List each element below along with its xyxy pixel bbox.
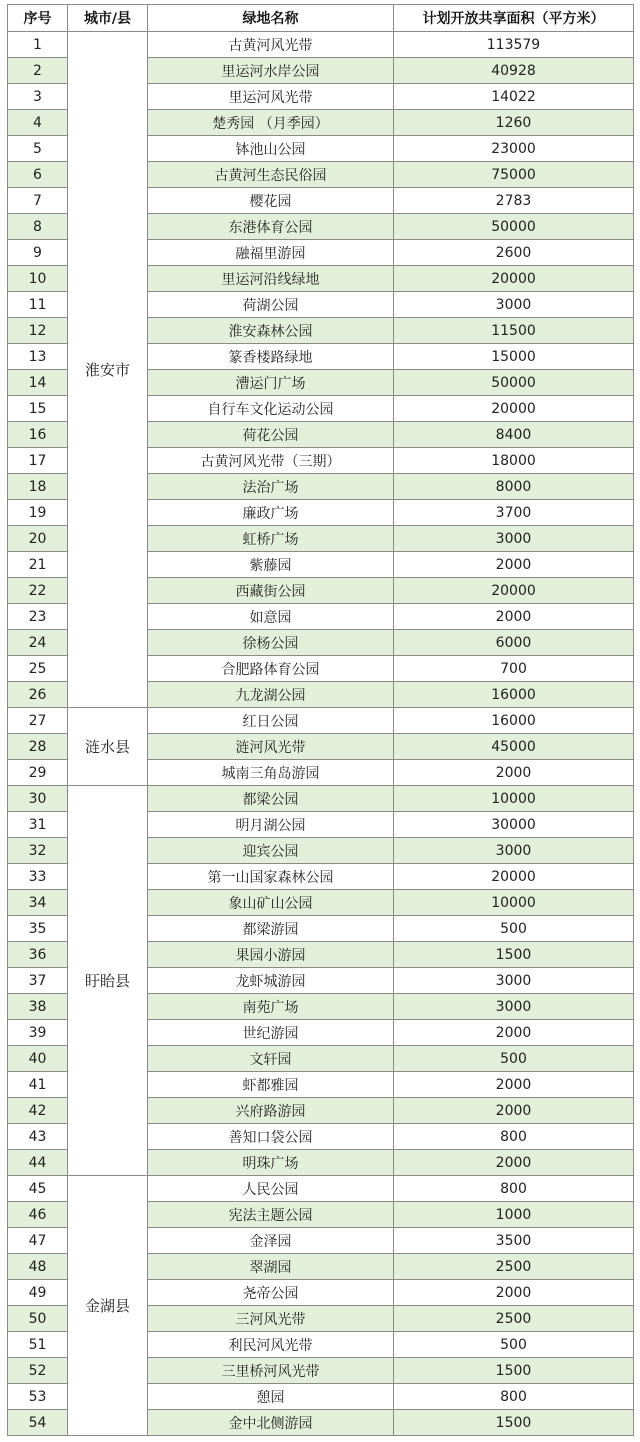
serial-number-cell: 36 — [8, 942, 68, 968]
serial-number-cell: 48 — [8, 1254, 68, 1280]
green-space-name-cell: 篆香楼路绿地 — [148, 344, 394, 370]
serial-number-cell: 7 — [8, 188, 68, 214]
serial-number-cell: 6 — [8, 162, 68, 188]
planned-open-area-cell: 2000 — [394, 1098, 634, 1124]
serial-number-cell: 43 — [8, 1124, 68, 1150]
serial-number-cell: 33 — [8, 864, 68, 890]
planned-open-area-cell: 20000 — [394, 266, 634, 292]
serial-number-cell: 3 — [8, 84, 68, 110]
serial-number-cell: 30 — [8, 786, 68, 812]
serial-number-cell: 50 — [8, 1306, 68, 1332]
serial-number-cell: 44 — [8, 1150, 68, 1176]
green-space-name-cell: 里运河水岸公园 — [148, 58, 394, 84]
planned-open-area-cell: 18000 — [394, 448, 634, 474]
serial-number-cell: 54 — [8, 1410, 68, 1436]
planned-open-area-cell: 500 — [394, 1332, 634, 1358]
green-space-name-cell: 东港体育公园 — [148, 214, 394, 240]
planned-open-area-cell: 500 — [394, 1046, 634, 1072]
green-space-name-cell: 漕运门广场 — [148, 370, 394, 396]
planned-open-area-cell: 20000 — [394, 396, 634, 422]
green-space-name-cell: 钵池山公园 — [148, 136, 394, 162]
green-space-name-cell: 尧帝公园 — [148, 1280, 394, 1306]
planned-open-area-cell: 800 — [394, 1176, 634, 1202]
header-serial-number: 序号 — [8, 5, 68, 32]
planned-open-area-cell: 1500 — [394, 1410, 634, 1436]
green-space-name-cell: 荷花公园 — [148, 422, 394, 448]
planned-open-area-cell: 2000 — [394, 760, 634, 786]
serial-number-cell: 40 — [8, 1046, 68, 1072]
serial-number-cell: 39 — [8, 1020, 68, 1046]
planned-open-area-cell: 16000 — [394, 682, 634, 708]
planned-open-area-cell: 2000 — [394, 604, 634, 630]
table-header — [8, 5, 634, 32]
green-space-name-cell: 廉政广场 — [148, 500, 394, 526]
serial-number-cell: 25 — [8, 656, 68, 682]
planned-open-area-cell: 1500 — [394, 1358, 634, 1384]
green-space-name-cell: 徐杨公园 — [148, 630, 394, 656]
serial-number-cell: 10 — [8, 266, 68, 292]
table-row — [8, 786, 634, 812]
serial-number-cell: 5 — [8, 136, 68, 162]
green-space-name-cell: 淮安森林公园 — [148, 318, 394, 344]
table-body — [8, 32, 634, 1436]
green-space-name-cell: 樱花园 — [148, 188, 394, 214]
serial-number-cell: 41 — [8, 1072, 68, 1098]
planned-open-area-cell: 30000 — [394, 812, 634, 838]
city-county-cell: 金湖县 — [68, 1176, 148, 1436]
green-space-name-cell: 迎宾公园 — [148, 838, 394, 864]
city-county-cell: 盱眙县 — [68, 786, 148, 1176]
green-space-name-cell: 古黄河生态民俗园 — [148, 162, 394, 188]
green-space-name-cell: 里运河沿线绿地 — [148, 266, 394, 292]
planned-open-area-cell: 3000 — [394, 994, 634, 1020]
serial-number-cell: 34 — [8, 890, 68, 916]
serial-number-cell: 22 — [8, 578, 68, 604]
table-row — [8, 1176, 634, 1202]
green-space-name-cell: 三里桥河风光带 — [148, 1358, 394, 1384]
green-space-name-cell: 都梁公园 — [148, 786, 394, 812]
serial-number-cell: 8 — [8, 214, 68, 240]
city-county-cell: 涟水县 — [68, 708, 148, 786]
green-space-name-cell: 都梁游园 — [148, 916, 394, 942]
green-space-name-cell: 如意园 — [148, 604, 394, 630]
planned-open-area-cell: 8400 — [394, 422, 634, 448]
serial-number-cell: 1 — [8, 32, 68, 58]
green-space-name-cell: 古黄河风光带（三期） — [148, 448, 394, 474]
planned-open-area-cell: 2000 — [394, 552, 634, 578]
serial-number-cell: 47 — [8, 1228, 68, 1254]
serial-number-cell: 45 — [8, 1176, 68, 1202]
serial-number-cell: 14 — [8, 370, 68, 396]
planned-open-area-cell: 20000 — [394, 864, 634, 890]
planned-open-area-cell: 50000 — [394, 370, 634, 396]
green-space-name-cell: 融福里游园 — [148, 240, 394, 266]
green-space-name-cell: 明月湖公园 — [148, 812, 394, 838]
green-space-name-cell: 荷湖公园 — [148, 292, 394, 318]
serial-number-cell: 49 — [8, 1280, 68, 1306]
header-green-space-name: 绿地名称 — [148, 5, 394, 32]
serial-number-cell: 15 — [8, 396, 68, 422]
serial-number-cell: 12 — [8, 318, 68, 344]
green-space-name-cell: 龙虾城游园 — [148, 968, 394, 994]
green-space-name-cell: 涟河风光带 — [148, 734, 394, 760]
planned-open-area-cell: 3000 — [394, 838, 634, 864]
green-space-name-cell: 虾都雅园 — [148, 1072, 394, 1098]
green-space-name-cell: 善知口袋公园 — [148, 1124, 394, 1150]
serial-number-cell: 38 — [8, 994, 68, 1020]
serial-number-cell: 32 — [8, 838, 68, 864]
planned-open-area-cell: 2000 — [394, 1072, 634, 1098]
serial-number-cell: 52 — [8, 1358, 68, 1384]
green-space-name-cell: 三河风光带 — [148, 1306, 394, 1332]
serial-number-cell: 16 — [8, 422, 68, 448]
serial-number-cell: 17 — [8, 448, 68, 474]
planned-open-area-cell: 16000 — [394, 708, 634, 734]
planned-open-area-cell: 1500 — [394, 942, 634, 968]
serial-number-cell: 11 — [8, 292, 68, 318]
green-space-name-cell: 城南三角岛游园 — [148, 760, 394, 786]
serial-number-cell: 13 — [8, 344, 68, 370]
planned-open-area-cell: 15000 — [394, 344, 634, 370]
planned-open-area-cell: 2000 — [394, 1150, 634, 1176]
green-space-name-cell: 金泽园 — [148, 1228, 394, 1254]
green-space-name-cell: 合肥路体育公园 — [148, 656, 394, 682]
planned-open-area-cell: 10000 — [394, 786, 634, 812]
city-county-cell: 淮安市 — [68, 32, 148, 708]
serial-number-cell: 28 — [8, 734, 68, 760]
green-space-name-cell: 象山矿山公园 — [148, 890, 394, 916]
planned-open-area-cell: 14022 — [394, 84, 634, 110]
serial-number-cell: 26 — [8, 682, 68, 708]
planned-open-area-cell: 23000 — [394, 136, 634, 162]
planned-open-area-cell: 6000 — [394, 630, 634, 656]
planned-open-area-cell: 50000 — [394, 214, 634, 240]
planned-open-area-cell: 700 — [394, 656, 634, 682]
planned-open-area-cell: 2500 — [394, 1306, 634, 1332]
planned-open-area-cell: 113579 — [394, 32, 634, 58]
green-space-name-cell: 人民公园 — [148, 1176, 394, 1202]
planned-open-area-cell: 800 — [394, 1384, 634, 1410]
serial-number-cell: 35 — [8, 916, 68, 942]
serial-number-cell: 27 — [8, 708, 68, 734]
green-space-name-cell: 翠湖园 — [148, 1254, 394, 1280]
planned-open-area-cell: 10000 — [394, 890, 634, 916]
serial-number-cell: 53 — [8, 1384, 68, 1410]
planned-open-area-cell: 3000 — [394, 968, 634, 994]
planned-open-area-cell: 3500 — [394, 1228, 634, 1254]
serial-number-cell: 46 — [8, 1202, 68, 1228]
planned-open-area-cell: 3700 — [394, 500, 634, 526]
green-space-name-cell: 红日公园 — [148, 708, 394, 734]
green-space-name-cell: 虹桥广场 — [148, 526, 394, 552]
planned-open-area-cell: 8000 — [394, 474, 634, 500]
green-space-name-cell: 紫藤园 — [148, 552, 394, 578]
planned-open-area-cell: 45000 — [394, 734, 634, 760]
planned-open-area-cell: 40928 — [394, 58, 634, 84]
planned-open-area-cell: 3000 — [394, 526, 634, 552]
green-space-name-cell: 第一山国家森林公园 — [148, 864, 394, 890]
planned-open-area-cell: 2600 — [394, 240, 634, 266]
serial-number-cell: 31 — [8, 812, 68, 838]
green-space-name-cell: 里运河风光带 — [148, 84, 394, 110]
serial-number-cell: 37 — [8, 968, 68, 994]
green-space-name-cell: 明珠广场 — [148, 1150, 394, 1176]
serial-number-cell: 2 — [8, 58, 68, 84]
planned-open-area-cell: 800 — [394, 1124, 634, 1150]
serial-number-cell: 18 — [8, 474, 68, 500]
planned-open-area-cell: 75000 — [394, 162, 634, 188]
green-space-name-cell: 世纪游园 — [148, 1020, 394, 1046]
serial-number-cell: 9 — [8, 240, 68, 266]
green-space-name-cell: 九龙湖公园 — [148, 682, 394, 708]
table-row — [8, 32, 634, 58]
serial-number-cell: 51 — [8, 1332, 68, 1358]
serial-number-cell: 19 — [8, 500, 68, 526]
serial-number-cell: 29 — [8, 760, 68, 786]
planned-open-area-cell: 500 — [394, 916, 634, 942]
green-space-table-container — [7, 4, 633, 1436]
green-space-name-cell: 兴府路游园 — [148, 1098, 394, 1124]
green-space-name-cell: 古黄河风光带 — [148, 32, 394, 58]
planned-open-area-cell: 1260 — [394, 110, 634, 136]
green-space-name-cell: 西藏街公园 — [148, 578, 394, 604]
planned-open-area-cell: 2783 — [394, 188, 634, 214]
green-space-table — [7, 4, 634, 1436]
planned-open-area-cell: 2000 — [394, 1280, 634, 1306]
planned-open-area-cell: 3000 — [394, 292, 634, 318]
green-space-name-cell: 金中北侧游园 — [148, 1410, 394, 1436]
serial-number-cell: 21 — [8, 552, 68, 578]
table-row — [8, 708, 634, 734]
green-space-name-cell: 自行车文化运动公园 — [148, 396, 394, 422]
planned-open-area-cell: 2000 — [394, 1020, 634, 1046]
planned-open-area-cell: 1000 — [394, 1202, 634, 1228]
green-space-name-cell: 利民河风光带 — [148, 1332, 394, 1358]
serial-number-cell: 42 — [8, 1098, 68, 1124]
header-row — [8, 5, 634, 32]
green-space-name-cell: 楚秀园 （月季园） — [148, 110, 394, 136]
serial-number-cell: 20 — [8, 526, 68, 552]
green-space-name-cell: 法治广场 — [148, 474, 394, 500]
serial-number-cell: 24 — [8, 630, 68, 656]
green-space-name-cell: 文轩园 — [148, 1046, 394, 1072]
planned-open-area-cell: 11500 — [394, 318, 634, 344]
green-space-name-cell: 果园小游园 — [148, 942, 394, 968]
planned-open-area-cell: 20000 — [394, 578, 634, 604]
serial-number-cell: 23 — [8, 604, 68, 630]
green-space-name-cell: 宪法主题公园 — [148, 1202, 394, 1228]
header-city-county: 城市/县 — [68, 5, 148, 32]
planned-open-area-cell: 2500 — [394, 1254, 634, 1280]
header-planned-open-area: 计划开放共享面积（平方米） — [394, 5, 634, 32]
serial-number-cell: 4 — [8, 110, 68, 136]
green-space-name-cell: 憩园 — [148, 1384, 394, 1410]
green-space-name-cell: 南苑广场 — [148, 994, 394, 1020]
